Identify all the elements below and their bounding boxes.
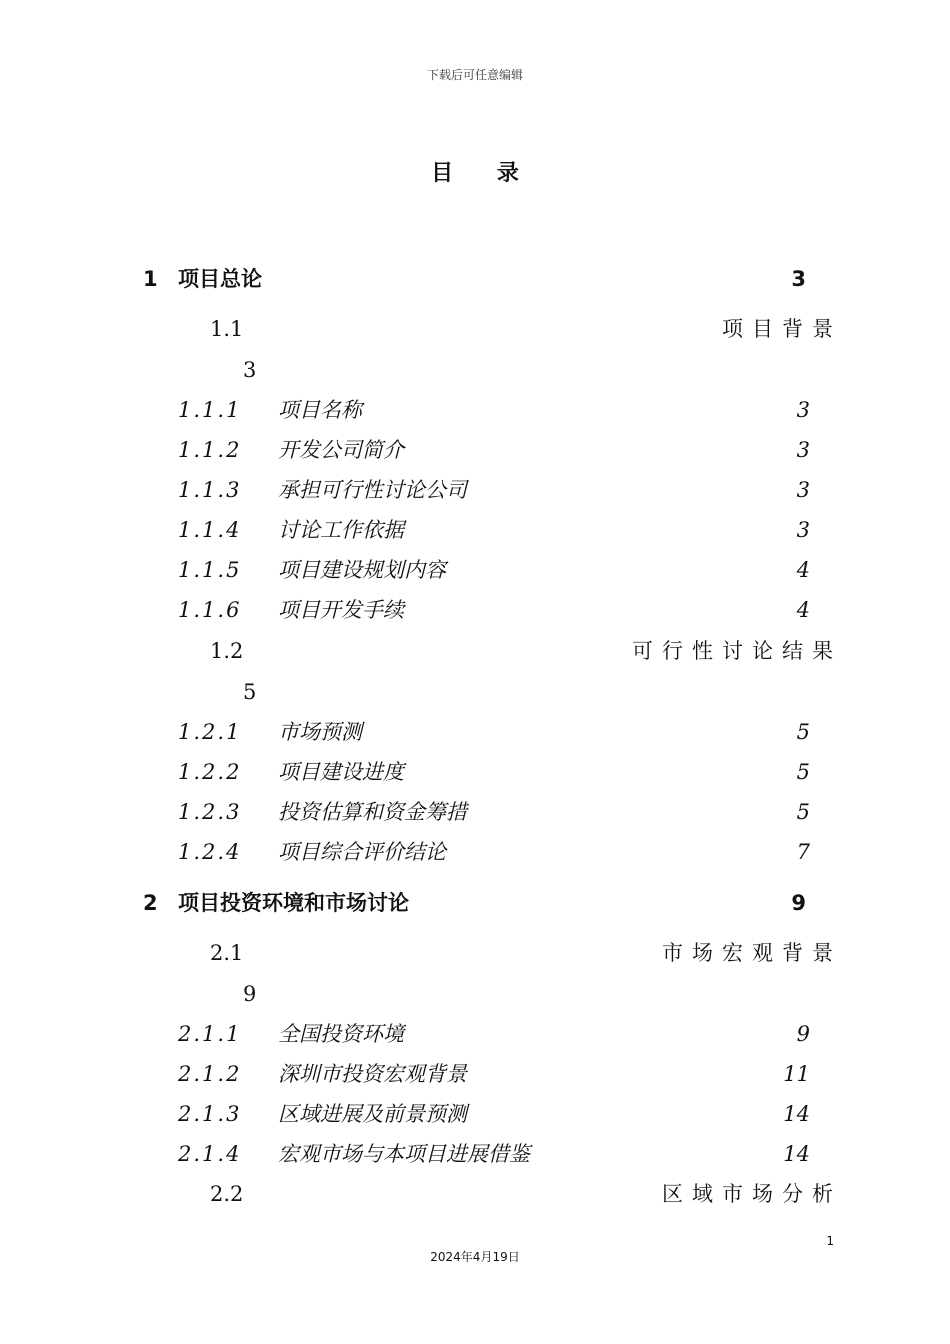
- toc-l1-page[interactable]: 9: [791, 891, 806, 915]
- toc-l2-title[interactable]: 可行性讨论结果: [632, 639, 842, 663]
- toc-l1-title[interactable]: 项目投资环境和市场讨论: [178, 891, 409, 915]
- toc-l3-title[interactable]: 投资估算和资金筹措: [278, 800, 467, 824]
- toc-l2-page[interactable]: 3: [243, 358, 257, 382]
- toc-l3-title[interactable]: 市场预测: [278, 720, 362, 744]
- toc-l3-page[interactable]: 5: [796, 800, 810, 824]
- toc-l2-page[interactable]: 9: [243, 982, 257, 1006]
- toc-l3-page[interactable]: 5: [796, 760, 810, 784]
- toc-l3-title[interactable]: 项目名称: [278, 398, 362, 422]
- toc-l3-number[interactable]: 2.1.1: [178, 1022, 242, 1046]
- toc-l3-page[interactable]: 3: [796, 518, 810, 542]
- toc-l3-number[interactable]: 1.2.3: [178, 800, 242, 824]
- toc-l3-title[interactable]: 深圳市投资宏观背景: [278, 1062, 467, 1086]
- toc-l1-number[interactable]: 2: [143, 891, 158, 915]
- toc-l3-page[interactable]: 7: [796, 840, 810, 864]
- toc-l3-number[interactable]: 1.1.4: [178, 518, 242, 542]
- toc-title: 目 录: [431, 161, 537, 186]
- toc-l1-title[interactable]: 项目总论: [178, 267, 262, 291]
- toc-l2-title[interactable]: 项目背景: [722, 317, 842, 341]
- toc-l3-number[interactable]: 1.1.2: [178, 438, 242, 462]
- toc-l3-title[interactable]: 项目开发手续: [278, 598, 404, 622]
- toc-l3-number[interactable]: 1.1.1: [178, 398, 242, 422]
- toc-l3-page[interactable]: 3: [796, 478, 810, 502]
- toc-l3-title[interactable]: 讨论工作依据: [278, 518, 404, 542]
- toc-l3-page[interactable]: 5: [796, 720, 810, 744]
- toc-l2-number[interactable]: 1.2: [210, 639, 244, 663]
- toc-l3-number[interactable]: 1.1.6: [178, 598, 242, 622]
- toc-l3-page[interactable]: 9: [796, 1022, 810, 1046]
- toc-l1-page[interactable]: 3: [791, 267, 806, 291]
- toc-l2-title[interactable]: 区域市场分析: [662, 1182, 842, 1206]
- toc-l1-number[interactable]: 1: [143, 267, 158, 291]
- toc-l3-number[interactable]: 2.1.3: [178, 1102, 242, 1126]
- toc-l3-title[interactable]: 项目建设规划内容: [278, 558, 446, 582]
- toc-l3-title[interactable]: 项目建设进度: [278, 760, 404, 784]
- toc-l3-page[interactable]: 4: [796, 598, 810, 622]
- toc-l2-number[interactable]: 1.1: [210, 317, 244, 341]
- toc-l2-number[interactable]: 2.1: [210, 941, 244, 965]
- toc-l3-title[interactable]: 区域进展及前景预测: [278, 1102, 467, 1126]
- toc-l2-title[interactable]: 市场宏观背景: [662, 941, 842, 965]
- toc-l3-page[interactable]: 3: [796, 398, 810, 422]
- toc-l3-page[interactable]: 11: [783, 1062, 810, 1086]
- toc-l3-number[interactable]: 1.2.2: [178, 760, 242, 784]
- toc-l3-title[interactable]: 承担可行性讨论公司: [278, 478, 467, 502]
- page-number: 1: [826, 1234, 834, 1248]
- toc-l3-number[interactable]: 2.1.4: [178, 1142, 242, 1166]
- footer-date: 2024年4月19日: [430, 1250, 520, 1264]
- toc-l3-title[interactable]: 开发公司简介: [278, 438, 404, 462]
- toc-l3-page[interactable]: 4: [796, 558, 810, 582]
- toc-l3-title[interactable]: 宏观市场与本项目进展借鉴: [278, 1142, 530, 1166]
- toc-l3-title[interactable]: 项目综合评价结论: [278, 840, 446, 864]
- toc-l3-number[interactable]: 1.2.4: [178, 840, 242, 864]
- toc-l3-number[interactable]: 1.2.1: [178, 720, 242, 744]
- page-header: 下载后可任意编辑: [426, 68, 523, 82]
- toc-l3-number[interactable]: 1.1.3: [178, 478, 242, 502]
- toc-l3-page[interactable]: 3: [796, 438, 810, 462]
- toc-l3-number[interactable]: 2.1.2: [178, 1062, 242, 1086]
- toc-l3-page[interactable]: 14: [783, 1142, 810, 1166]
- toc-l2-page[interactable]: 5: [243, 680, 257, 704]
- toc-l3-number[interactable]: 1.1.5: [178, 558, 242, 582]
- toc-l3-page[interactable]: 14: [783, 1102, 810, 1126]
- toc-l3-title[interactable]: 全国投资环境: [278, 1022, 404, 1046]
- toc-l2-number[interactable]: 2.2: [210, 1182, 244, 1206]
